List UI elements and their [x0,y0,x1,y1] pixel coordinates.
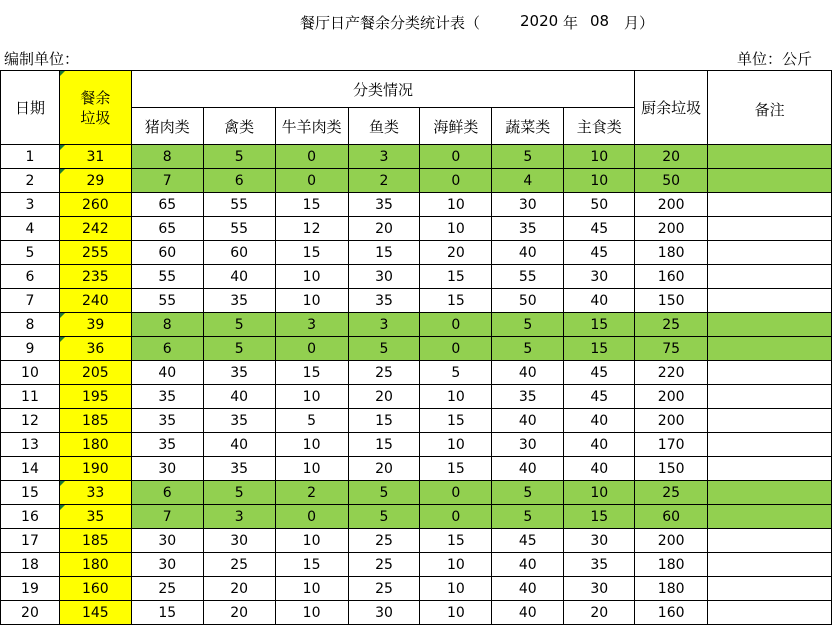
cell-category-value[interactable]: 10 [564,169,635,193]
cell-category-value[interactable]: 40 [492,361,564,385]
cell-category-value[interactable]: 65 [131,217,203,241]
subheader-cell[interactable]: 蔬菜类 [492,108,564,145]
cell-category-value[interactable]: 20 [420,241,492,265]
cell-category-value[interactable]: 40 [131,361,203,385]
cell-remark[interactable] [708,265,832,289]
table-row [1,505,832,529]
cell-kitchen-waste[interactable]: 200 [635,409,708,433]
cell-category-value[interactable]: 15 [275,361,348,385]
cell-category-value[interactable]: 5 [492,481,564,505]
cell-category-value[interactable]: 8 [131,313,203,337]
cell-category-value[interactable]: 0 [275,337,348,361]
cell-category-value[interactable]: 5 [275,409,348,433]
cell-remark[interactable] [708,433,832,457]
cell-category-value[interactable]: 10 [275,265,348,289]
cell-category-value[interactable]: 10 [275,385,348,409]
cell-kitchen-waste[interactable]: 180 [635,241,708,265]
cell-category-value[interactable]: 10 [420,385,492,409]
cell-waste[interactable]: 195 [59,385,131,409]
cell-category-value[interactable]: 10 [275,289,348,313]
cell-category-value[interactable]: 15 [348,409,420,433]
cell-kitchen-waste[interactable]: 200 [635,385,708,409]
cell-kitchen-waste[interactable]: 20 [635,145,708,169]
cell-category-value[interactable]: 10 [275,457,348,481]
cell-category-value[interactable]: 10 [420,193,492,217]
cell-remark[interactable] [708,409,832,433]
header-waste[interactable]: 餐余 垃圾 [59,71,131,145]
cell-kitchen-waste[interactable]: 25 [635,313,708,337]
cell-category-value[interactable]: 6 [131,481,203,505]
cell-waste[interactable]: 35 [59,505,131,529]
cell-date[interactable]: 4 [1,217,60,241]
cell-remark[interactable] [708,577,832,601]
cell-category-value[interactable]: 5 [203,337,275,361]
table-row [1,337,832,361]
cell-category-value[interactable]: 15 [275,193,348,217]
cell-kitchen-waste[interactable]: 75 [635,337,708,361]
cell-waste[interactable]: 160 [59,577,131,601]
cell-category-value[interactable]: 30 [492,193,564,217]
cell-category-value[interactable]: 12 [275,217,348,241]
cell-category-value[interactable]: 45 [492,529,564,553]
cell-category-value[interactable]: 45 [564,361,635,385]
table-row [1,265,832,289]
cell-category-value[interactable]: 0 [275,169,348,193]
table-row [1,217,832,241]
cell-category-value[interactable]: 6 [203,169,275,193]
cell-kitchen-waste[interactable]: 150 [635,457,708,481]
cell-category-value[interactable]: 50 [564,193,635,217]
cell-waste[interactable]: 31 [59,145,131,169]
cell-category-value[interactable]: 0 [275,505,348,529]
cell-category-value[interactable]: 35 [564,553,635,577]
cell-category-value[interactable]: 0 [420,505,492,529]
cell-category-value[interactable]: 5 [492,337,564,361]
cell-kitchen-waste[interactable]: 200 [635,217,708,241]
cell-category-value[interactable]: 2 [348,169,420,193]
cell-category-value[interactable]: 35 [203,457,275,481]
cell-category-value[interactable]: 15 [420,289,492,313]
cell-category-value[interactable]: 40 [564,409,635,433]
cell-category-value[interactable]: 5 [203,145,275,169]
cell-category-value[interactable]: 30 [203,529,275,553]
cell-remark[interactable] [708,553,832,577]
cell-category-value[interactable]: 40 [564,457,635,481]
cell-category-value[interactable]: 15 [348,433,420,457]
cell-category-value[interactable]: 40 [203,265,275,289]
cell-date[interactable]: 18 [1,553,60,577]
cell-category-value[interactable]: 20 [203,601,275,625]
table-row [1,457,832,481]
cell-category-value[interactable]: 3 [348,145,420,169]
cell-category-value[interactable]: 5 [203,481,275,505]
subheader-cell[interactable]: 禽类 [203,108,275,145]
table-row [1,145,832,169]
cell-category-value[interactable]: 25 [131,577,203,601]
cell-remark[interactable] [708,337,832,361]
cell-category-value[interactable]: 35 [348,289,420,313]
cell-category-value[interactable]: 2 [275,481,348,505]
cell-category-value[interactable]: 20 [348,217,420,241]
cell-waste[interactable]: 190 [59,457,131,481]
cell-date[interactable]: 12 [1,409,60,433]
header-kitchen-waste[interactable]: 厨余垃圾 [635,71,708,145]
cell-waste[interactable]: 240 [59,289,131,313]
cell-category-value[interactable]: 35 [203,361,275,385]
cell-category-value[interactable]: 10 [275,433,348,457]
cell-category-value[interactable]: 40 [492,241,564,265]
cell-category-value[interactable]: 6 [131,337,203,361]
cell-kitchen-waste[interactable]: 50 [635,169,708,193]
cell-category-value[interactable]: 0 [420,169,492,193]
cell-category-value[interactable]: 5 [492,313,564,337]
cell-category-value[interactable]: 55 [131,289,203,313]
cell-category-value[interactable]: 35 [348,193,420,217]
cell-category-value[interactable]: 4 [492,169,564,193]
subheader-cell[interactable]: 猪肉类 [131,108,203,145]
cell-date[interactable]: 8 [1,313,60,337]
table-row [1,433,832,457]
cell-remark[interactable] [708,217,832,241]
cell-date[interactable]: 16 [1,505,60,529]
cell-date[interactable]: 11 [1,385,60,409]
cell-category-value[interactable]: 65 [131,193,203,217]
cell-category-value[interactable]: 5 [203,313,275,337]
cell-category-value[interactable]: 40 [492,457,564,481]
cell-category-value[interactable]: 30 [131,553,203,577]
cell-waste[interactable]: 180 [59,553,131,577]
table-row [1,169,832,193]
cell-waste[interactable]: 36 [59,337,131,361]
cell-category-value[interactable]: 30 [564,529,635,553]
cell-category-value[interactable]: 25 [348,577,420,601]
cell-category-value[interactable]: 10 [275,577,348,601]
table-row [1,289,832,313]
cell-category-value[interactable]: 60 [203,241,275,265]
cell-category-value[interactable]: 10 [420,577,492,601]
sheet-subheader [0,44,832,70]
cell-category-value[interactable]: 40 [492,601,564,625]
cell-remark[interactable] [708,241,832,265]
cell-kitchen-waste[interactable]: 170 [635,433,708,457]
cell-category-value[interactable]: 0 [420,313,492,337]
cell-waste[interactable]: 185 [59,409,131,433]
table-row [1,241,832,265]
cell-category-value[interactable]: 30 [348,265,420,289]
cell-category-value[interactable]: 40 [564,433,635,457]
cell-waste[interactable]: 260 [59,193,131,217]
table-row [1,481,832,505]
cell-category-value[interactable]: 15 [420,265,492,289]
subheader-cell[interactable]: 牛羊肉类 [275,108,348,145]
cell-category-value[interactable]: 35 [492,217,564,241]
cell-category-value[interactable]: 55 [203,217,275,241]
cell-category-value[interactable]: 5 [420,361,492,385]
cell-category-value[interactable]: 55 [131,265,203,289]
cell-waste[interactable]: 185 [59,529,131,553]
cell-remark[interactable] [708,601,832,625]
cell-date[interactable]: 17 [1,529,60,553]
cell-category-value[interactable]: 30 [564,577,635,601]
title-month-label: 月） [624,14,655,32]
table-row [1,193,832,217]
cell-category-value[interactable]: 20 [348,457,420,481]
cell-waste[interactable]: 205 [59,361,131,385]
unit-org-label: 编制单位： [4,50,80,68]
cell-category-value[interactable]: 15 [348,241,420,265]
cell-remark[interactable] [708,481,832,505]
cell-category-value[interactable]: 10 [420,553,492,577]
cell-date[interactable]: 15 [1,481,60,505]
cell-category-value[interactable]: 35 [131,385,203,409]
cell-category-value[interactable]: 7 [131,169,203,193]
cell-category-value[interactable]: 3 [348,313,420,337]
cell-waste[interactable]: 235 [59,265,131,289]
cell-waste[interactable]: 39 [59,313,131,337]
subheader-cell[interactable]: 鱼类 [348,108,420,145]
cell-category-value[interactable]: 40 [492,553,564,577]
cell-category-value[interactable]: 0 [420,481,492,505]
table-row [1,313,832,337]
cell-category-value[interactable]: 15 [275,241,348,265]
header-remark[interactable]: 备注 [708,71,832,145]
cell-date[interactable]: 6 [1,265,60,289]
cell-kitchen-waste[interactable]: 160 [635,265,708,289]
cell-category-value[interactable]: 10 [564,481,635,505]
cell-waste[interactable]: 242 [59,217,131,241]
cell-date[interactable]: 20 [1,601,60,625]
title-main: 餐厅日产餐余分类统计表（ [300,14,481,32]
cell-category-value[interactable]: 40 [203,433,275,457]
cell-remark[interactable] [708,289,832,313]
cell-category-value[interactable]: 3 [275,313,348,337]
subheader-cell[interactable]: 海鲜类 [420,108,492,145]
cell-category-value[interactable]: 35 [203,409,275,433]
cell-remark[interactable] [708,505,832,529]
cell-category-value[interactable]: 10 [275,529,348,553]
cell-kitchen-waste[interactable]: 150 [635,289,708,313]
cell-category-value[interactable]: 30 [492,433,564,457]
table-row [1,361,832,385]
cell-category-value[interactable]: 0 [275,145,348,169]
cell-category-value[interactable]: 40 [203,385,275,409]
cell-category-value[interactable]: 40 [564,289,635,313]
cell-category-value[interactable]: 15 [564,505,635,529]
cell-category-value[interactable]: 60 [131,241,203,265]
cell-category-value[interactable]: 15 [564,337,635,361]
cell-date[interactable]: 5 [1,241,60,265]
table-row [1,529,832,553]
cell-date[interactable]: 1 [1,145,60,169]
cell-remark[interactable] [708,361,832,385]
cell-category-value[interactable]: 5 [348,481,420,505]
cell-category-value[interactable]: 8 [131,145,203,169]
cell-category-value[interactable]: 25 [203,553,275,577]
cell-category-value[interactable]: 30 [131,457,203,481]
cell-category-value[interactable]: 5 [492,505,564,529]
cell-remark[interactable] [708,457,832,481]
cell-remark[interactable] [708,169,832,193]
cell-date[interactable]: 14 [1,457,60,481]
cell-category-value[interactable]: 15 [420,409,492,433]
cell-waste[interactable]: 180 [59,433,131,457]
cell-category-value[interactable]: 35 [492,385,564,409]
cell-category-value[interactable]: 10 [420,601,492,625]
table-row [1,553,832,577]
cell-category-value[interactable]: 30 [564,265,635,289]
cell-remark[interactable] [708,145,832,169]
table-row [1,409,832,433]
cell-kitchen-waste[interactable]: 25 [635,481,708,505]
cell-date[interactable]: 19 [1,577,60,601]
cell-category-value[interactable]: 20 [564,601,635,625]
cell-category-value[interactable]: 3 [203,505,275,529]
stats-table [0,70,832,625]
cell-date[interactable]: 2 [1,169,60,193]
cell-waste[interactable]: 33 [59,481,131,505]
cell-category-value[interactable]: 10 [564,145,635,169]
cell-category-value[interactable]: 35 [131,409,203,433]
cell-category-value[interactable]: 10 [420,217,492,241]
cell-category-value[interactable]: 15 [131,601,203,625]
sheet-title [0,0,832,44]
cell-category-value[interactable]: 0 [420,145,492,169]
cell-category-value[interactable]: 25 [348,529,420,553]
cell-category-value[interactable]: 15 [420,457,492,481]
cell-category-value[interactable]: 45 [564,241,635,265]
cell-date[interactable]: 3 [1,193,60,217]
subheader-cell[interactable]: 主食类 [564,108,635,145]
cell-kitchen-waste[interactable]: 180 [635,577,708,601]
title-year-label: 年 [563,14,579,32]
cell-category-value[interactable]: 25 [348,553,420,577]
cell-category-value[interactable]: 55 [203,193,275,217]
cell-kitchen-waste[interactable]: 220 [635,361,708,385]
table-row [1,385,832,409]
cell-waste[interactable]: 255 [59,241,131,265]
cell-category-value[interactable]: 30 [131,529,203,553]
title-year: 2020 [520,12,559,30]
cell-category-value[interactable]: 5 [348,337,420,361]
title-month: 08 [590,12,610,30]
cell-category-value[interactable]: 15 [275,553,348,577]
cell-category-value[interactable]: 35 [131,433,203,457]
cell-category-value[interactable]: 40 [492,409,564,433]
table-row [1,577,832,601]
cell-category-value[interactable]: 10 [275,601,348,625]
cell-category-value[interactable]: 50 [492,289,564,313]
cell-category-value[interactable]: 20 [348,385,420,409]
cell-date[interactable]: 7 [1,289,60,313]
cell-waste[interactable]: 145 [59,601,131,625]
cell-category-value[interactable]: 10 [420,433,492,457]
cell-date[interactable]: 9 [1,337,60,361]
cell-remark[interactable] [708,385,832,409]
cell-category-value[interactable]: 25 [348,361,420,385]
cell-remark[interactable] [708,193,832,217]
cell-category-value[interactable]: 20 [203,577,275,601]
cell-waste[interactable]: 29 [59,169,131,193]
cell-category-value[interactable]: 30 [348,601,420,625]
cell-kitchen-waste[interactable]: 200 [635,529,708,553]
cell-category-value[interactable]: 7 [131,505,203,529]
cell-category-value[interactable]: 5 [348,505,420,529]
table-row [1,601,832,625]
cell-kitchen-waste[interactable]: 160 [635,601,708,625]
cell-remark[interactable] [708,313,832,337]
cell-kitchen-waste[interactable]: 60 [635,505,708,529]
cell-category-value[interactable]: 0 [420,337,492,361]
header-date[interactable]: 日期 [1,71,60,145]
cell-date[interactable]: 13 [1,433,60,457]
cell-date[interactable]: 10 [1,361,60,385]
cell-category-value[interactable]: 15 [420,529,492,553]
cell-category-value[interactable]: 15 [564,313,635,337]
header-category[interactable]: 分类情况 [131,71,634,108]
unit-measure-label: 单位：公斤 [736,50,812,68]
cell-kitchen-waste[interactable]: 200 [635,193,708,217]
cell-category-value[interactable]: 45 [564,385,635,409]
cell-remark[interactable] [708,529,832,553]
cell-category-value[interactable]: 45 [564,217,635,241]
cell-category-value[interactable]: 5 [492,145,564,169]
cell-kitchen-waste[interactable]: 180 [635,553,708,577]
cell-category-value[interactable]: 55 [492,265,564,289]
cell-category-value[interactable]: 40 [492,577,564,601]
cell-category-value[interactable]: 35 [203,289,275,313]
